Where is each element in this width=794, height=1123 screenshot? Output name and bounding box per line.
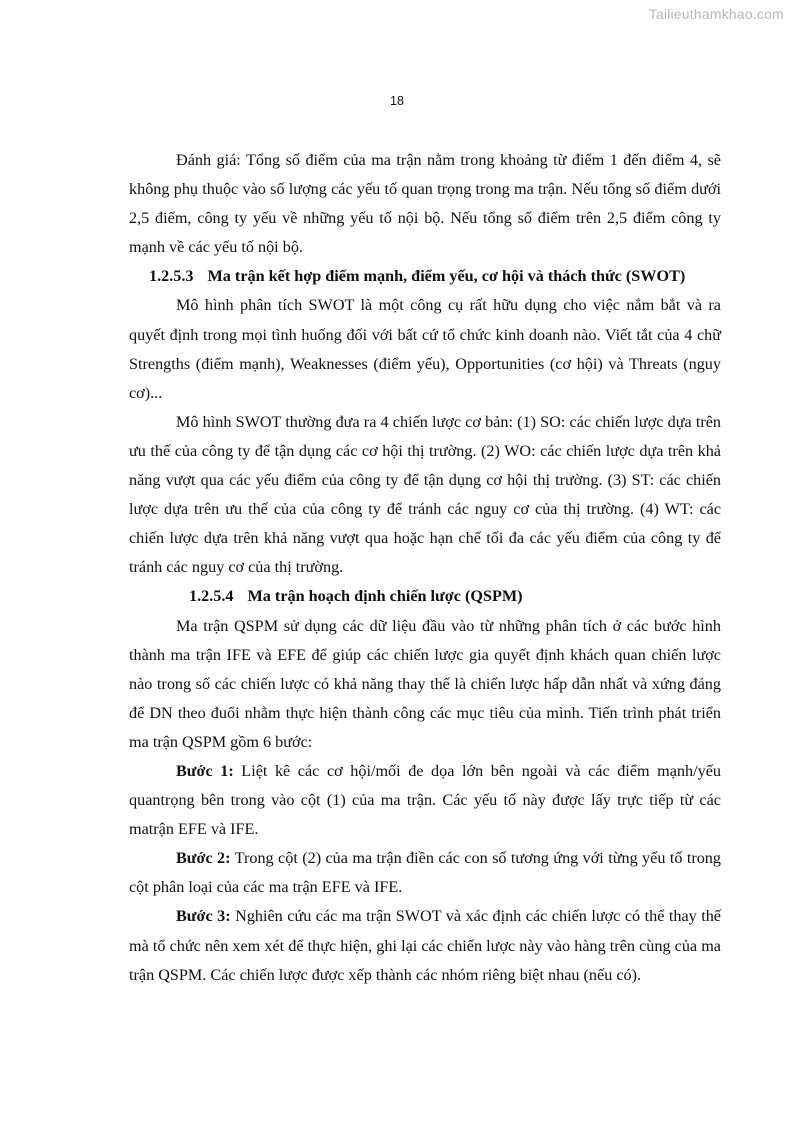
step-3-text: Nghiên cứu các ma trận SWOT và xác định các chiến lược có thể thay thế mà tổ chức nên xem xét để thực hiện, ghi lại các chiến lược này vào hàng trên cùng của ma trận QSPM. Các chiến lược được xếp thành các nhóm riêng biệt nhau (nếu có). xyxy=(129,907,721,984)
watermark: Tailieuthamkhao.com xyxy=(648,6,784,22)
step-1-label: Bước 1: xyxy=(176,761,234,780)
heading-swot-number: 1.2.5.3 xyxy=(149,267,194,286)
step-3 xyxy=(129,902,721,989)
paragraph-evaluation: Đánh giá: Tổng số điểm của ma trận nằm trong khoảng từ điểm 1 đến điểm 4, sẽ không phụ thuộc vào số lượng các yếu tố quan trọng trong ma trận. Nếu tổng số điểm dưới 2,5 điểm, công ty yếu về những yếu tố nội bộ. Nếu tổng số điểm trên 2,5 điểm công ty mạnh về các yếu tố nội bộ. xyxy=(129,151,721,257)
step-1-text: Liệt kê các cơ hội/mối đe dọa lớn bên ngoài và các điểm mạnh/yếu quantrọng bên trong vào cột (1) của ma trận. Các yếu tố này được lấy trực tiếp từ các matrận EFE và IFE. xyxy=(129,761,721,839)
heading-qspm xyxy=(129,582,721,611)
step-1 xyxy=(129,757,721,844)
paragraph-swot-intro: Mô hình phân tích SWOT là một công cụ rất hữu dụng cho việc nắm bắt và ra quyết định trong mọi tình huống đối với bất cứ tổ chức kinh doanh nào. Viết tắt của 4 chữ Strengths (điểm mạnh), Weaknesses (điểm yếu), Opportunities (cơ hội) và Threats (nguy cơ)... xyxy=(129,296,721,402)
step-2-text: Trong cột (2) của ma trận điền các con số tương ứng với từng yếu tố trong cột phân loại của các ma trận EFE và IFE. xyxy=(129,849,721,897)
step-3-label: Bước 3: xyxy=(176,907,231,926)
heading-swot xyxy=(129,262,721,291)
page-number: 18 xyxy=(390,94,404,108)
paragraph-qspm-intro: Ma trận QSPM sử dụng các dữ liệu đầu vào từ những phân tích ở các bước hình thành ma trận IFE và EFE để giúp các chiến lược gia quyết định khách quan chiến lược nào trong số các chiến lược có khả năng thay thế là chiến lược hấp dẫn nhất và xứng đáng để DN theo đuổi nhằm thực hiện thành công các mục tiêu của mình. Tiến trình phát triển ma trận QSPM gồm 6 bước: xyxy=(129,616,721,751)
heading-swot-title: Ma trận kết hợp điểm mạnh, điểm yếu, cơ hội và thách thức (SWOT) xyxy=(207,267,686,286)
heading-qspm-title: Ma trận hoạch định chiến lược (QSPM) xyxy=(247,587,523,606)
heading-qspm-number: 1.2.5.4 xyxy=(189,587,234,606)
paragraph-swot-strategies: Mô hình SWOT thường đưa ra 4 chiến lược cơ bản: (1) SO: các chiến lược dựa trên ưu thế của công ty để tận dụng các cơ hội thị trường. (2) WO: các chiến lược dựa trên khả năng vượt qua các yếu điểm của công ty để tận dụng cơ hội thị trường. (3) ST: các chiến lược dựa trên ưu thế của của công ty để tránh các nguy cơ của thị trường. (4) WT: các chiến lược dựa trên khả năng vượt qua hoặc hạn chế tối đa các yếu điểm của công ty để tránh các nguy cơ của thị trường. xyxy=(129,412,721,577)
step-2 xyxy=(129,844,721,902)
document-body xyxy=(129,146,721,990)
step-2-label: Bước 2: xyxy=(176,849,231,868)
